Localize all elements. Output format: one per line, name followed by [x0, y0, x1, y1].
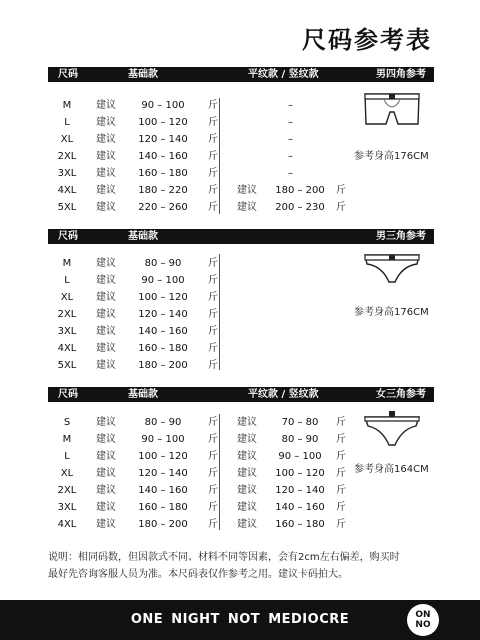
table-row: L 建议 90 – 100 斤 — [64, 275, 218, 286]
size-note — [48, 549, 438, 583]
section-header — [48, 387, 434, 402]
header-size: 尺码 — [58, 231, 78, 242]
header-size: 尺码 — [58, 389, 78, 400]
table-row: XL 建议 120 – 140 斤 建议 100 – 120 斤 — [60, 468, 346, 479]
table-row: 5XL 建议 220 – 260 斤 建议 200 – 230 斤 — [57, 202, 346, 213]
reference-height: 参考身高176CM — [354, 151, 429, 162]
header-flat: 平纹款 / 竖纹款 — [248, 69, 319, 80]
table-row: M 建议 80 – 90 斤 — [62, 258, 218, 269]
section-header — [48, 229, 434, 244]
table-row: XL 建议 100 – 120 斤 — [60, 292, 218, 303]
header-basic: 基础款 — [128, 231, 158, 242]
table-row: L 建议 100 – 120 斤 建议 90 – 100 斤 — [64, 451, 346, 462]
table-row: S 建议 80 – 90 斤 建议 70 – 80 斤 — [63, 417, 346, 428]
header-type: 男四角参考 — [376, 69, 426, 80]
table-row: 4XL 建议 180 – 200 斤 建议 160 – 180 斤 — [57, 519, 346, 530]
table-row: 3XL 建议 140 – 160 斤 — [57, 326, 218, 337]
section-header — [48, 67, 434, 82]
page-title: 尺码参考表 — [302, 26, 432, 54]
footer-bar — [0, 600, 480, 640]
table-row: 5XL 建议 180 – 200 斤 — [57, 360, 218, 371]
header-type: 男三角参考 — [376, 231, 426, 242]
table-row: 3XL 建议 160 – 180 斤 建议 140 – 160 斤 — [57, 502, 346, 513]
table-row: 2XL 建议 140 – 160 斤 – — [57, 151, 293, 162]
table-row: 4XL 建议 160 – 180 斤 — [57, 343, 218, 354]
header-type: 女三角参考 — [376, 389, 426, 400]
note-line: 说明：相同码数，但因款式不同、材料不同等因素，会有2cm左右偏差，购买时 — [48, 552, 400, 563]
mens-brief-icon — [362, 250, 422, 286]
table-row: XL 建议 120 – 140 斤 – — [60, 134, 293, 145]
table-row: M 建议 90 – 100 斤 建议 80 – 90 斤 — [62, 434, 346, 445]
womens-brief-icon — [362, 411, 422, 449]
brand-slogan: ONE NIGHT NOT MEDIOCRE — [130, 612, 350, 627]
reference-height: 参考身高164CM — [354, 464, 429, 475]
table-row: L 建议 100 – 120 斤 – — [64, 117, 293, 128]
header-basic: 基础款 — [128, 69, 158, 80]
table-row: 3XL 建议 160 – 180 斤 – — [57, 168, 293, 179]
table-row: 4XL 建议 180 – 220 斤 建议 180 – 200 斤 — [57, 185, 346, 196]
table-row: M 建议 90 – 100 斤 – — [62, 100, 293, 111]
brand-logo: ON NO — [407, 604, 439, 636]
header-basic: 基础款 — [128, 389, 158, 400]
table-row: 2XL 建议 120 – 140 斤 — [57, 309, 218, 320]
header-flat: 平纹款 / 竖纹款 — [248, 389, 319, 400]
header-size: 尺码 — [58, 69, 78, 80]
table-row: 2XL 建议 140 – 160 斤 建议 120 – 140 斤 — [57, 485, 346, 496]
note-line: 最好先咨询客服人员为准。本尺码表仅作参考之用。建议卡码拍大。 — [48, 569, 348, 580]
reference-height: 参考身高176CM — [354, 307, 429, 318]
boxer-brief-icon — [362, 90, 422, 128]
